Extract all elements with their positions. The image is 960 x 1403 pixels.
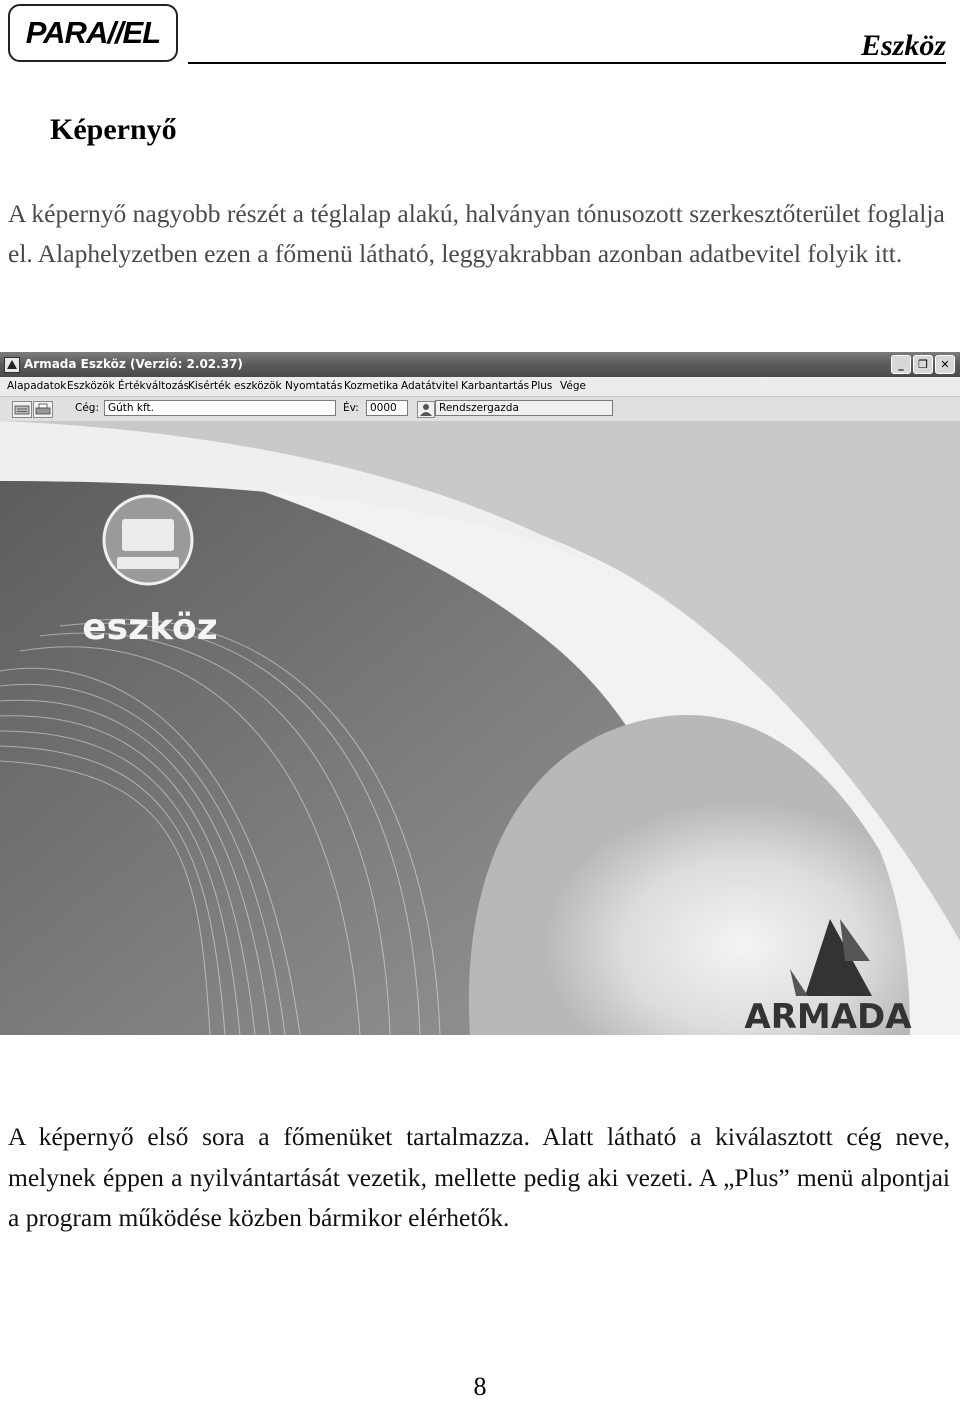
- year-field[interactable]: 0000: [366, 400, 408, 416]
- intro-paragraph: A képernyő nagyobb részét a téglalap alakú, halványan tónusozott szerkesztőterület foglalja el. Alaphelyzetben ezen a főmenü látható, leggyakrabban azonban adatbevitel folyik itt.: [8, 199, 945, 268]
- page-number: 8: [473, 1372, 487, 1401]
- user-field: Rendszergazda: [435, 400, 613, 416]
- armada-logo-text: ARMADA: [744, 997, 912, 1035]
- menu-eszkozok[interactable]: Eszközök: [67, 380, 115, 392]
- menu-ertekvaltozas[interactable]: Értékváltozás: [118, 380, 190, 392]
- menu-nyomtatas[interactable]: Nyomtatás: [285, 380, 343, 392]
- eszkoz-logo-text: eszköz: [82, 607, 218, 648]
- window-title: Armada Eszköz (Verzió: 2.02.37): [24, 357, 243, 371]
- page-header-title: Eszköz: [860, 29, 946, 62]
- menu-karbantartas[interactable]: Karbantartás: [461, 380, 530, 392]
- main-menu-bar: [0, 377, 960, 396]
- menu-vege[interactable]: Vége: [560, 380, 586, 392]
- company-toolbar: [0, 396, 960, 422]
- company-label: Cég:: [75, 402, 99, 414]
- window-titlebar: [0, 352, 960, 377]
- app-icon: [4, 357, 20, 373]
- year-label: Év:: [343, 402, 359, 414]
- section-title: Képernyő: [50, 113, 177, 146]
- user-icon: [417, 401, 435, 418]
- header-divider: [188, 62, 946, 64]
- keyboard-icon[interactable]: [12, 401, 32, 418]
- editor-workspace: [0, 421, 960, 1035]
- menu-kisertek-eszkozok[interactable]: Kisérték eszközök: [188, 380, 282, 392]
- parallel-logo: [8, 4, 178, 62]
- restore-button[interactable]: ❐: [913, 355, 933, 374]
- application-screenshot: [0, 352, 960, 1035]
- parallel-logo-text: PARA//EL: [25, 15, 161, 50]
- company-field[interactable]: Gúth kft.: [104, 400, 336, 416]
- menu-kozmetika[interactable]: Kozmetika: [344, 380, 399, 392]
- printer-icon[interactable]: [33, 401, 53, 418]
- eszkoz-logo: [104, 496, 192, 584]
- minimize-button[interactable]: _: [891, 355, 911, 374]
- wave-background-image: [0, 421, 960, 1035]
- menu-adatatvitel[interactable]: Adatátvitel: [401, 380, 459, 392]
- menu-description-paragraph: A képernyő első sora a főmenüket tartalmazza. Alatt látható a kiválasztott cég neve, melynek éppen a nyilvántartását vezetik, mellette pedig aki vezeti. A „Plus” menü alpontjai a program működése közben bármikor elérhetők.: [8, 1122, 950, 1232]
- menu-alapadatok[interactable]: Alapadatok: [7, 380, 67, 392]
- close-button[interactable]: ✕: [935, 355, 955, 374]
- menu-plus[interactable]: Plus: [531, 380, 553, 392]
